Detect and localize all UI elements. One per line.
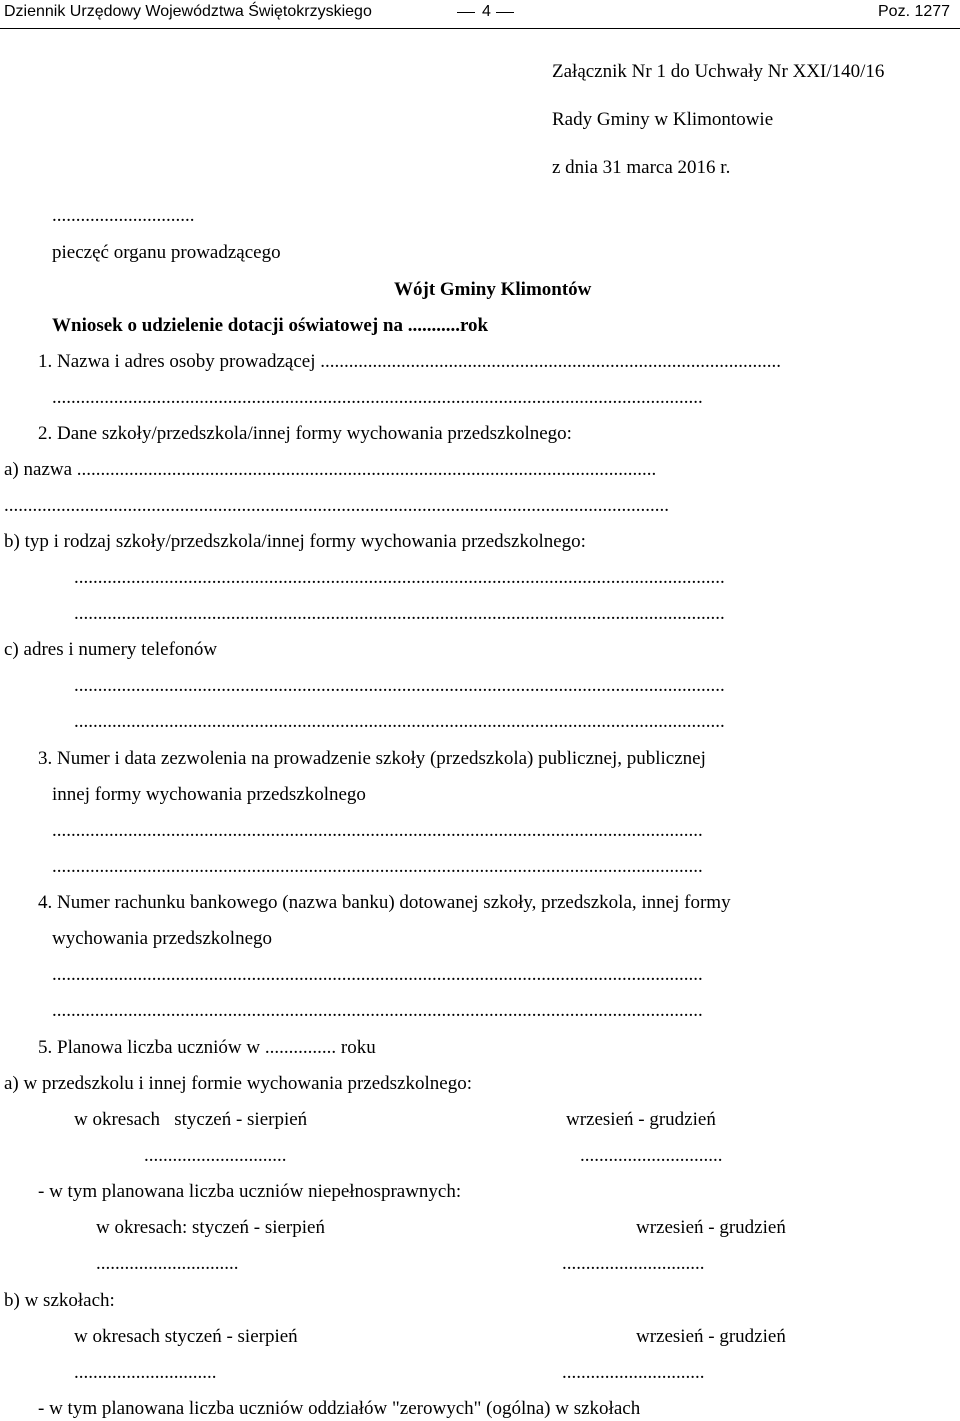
- section-4-label-line-2: wychowania przedszkolnego: [52, 928, 273, 949]
- section-4-continuation-2: .........................................................................................................................................: [52, 1000, 703, 1021]
- section-2c-continuation-2: .........................................................................................................................................: [74, 711, 725, 732]
- section-2-label: 2. Dane szkoły/przedszkola/innej formy wychowania przedszkolnego:: [38, 423, 572, 444]
- section-5a-disabled-dots-right: ..............................: [562, 1253, 705, 1274]
- annex-line-2: Rady Gminy w Klimontowie: [552, 109, 774, 130]
- section-2b-continuation-1: .........................................................................................................................................: [74, 567, 725, 588]
- section-1-label: 1. Nazwa i adres osoby prowadzącej .................................................................................................: [38, 351, 781, 372]
- section-5b-dots-left: ..............................: [74, 1362, 217, 1383]
- section-5a-disabled-periods-right: wrzesień - grudzień: [636, 1217, 786, 1238]
- stamp-dots: ..............................: [52, 205, 195, 226]
- section-5a-disabled-label: - w tym planowana liczba uczniów niepełnosprawnych:: [38, 1181, 462, 1202]
- section-1-continuation: .........................................................................................................................................: [52, 387, 703, 408]
- section-2b-continuation-2: .........................................................................................................................................: [74, 603, 725, 624]
- section-2a-label: a) nazwa ..........................................................................................................................: [4, 459, 657, 480]
- section-2c-label: c) adres i numery telefonów: [4, 639, 218, 660]
- section-5a-label: a) w przedszkolu i innej formie wychowania przedszkolnego:: [4, 1073, 472, 1094]
- section-5b-zero-classes-label: - w tym planowana liczba uczniów oddziałów "zerowych" (ogólna) w szkołach: [38, 1398, 641, 1419]
- section-4-label: 4. Numer rachunku bankowego (nazwa banku) dotowanej szkoły, przedszkola, innej formy: [38, 892, 731, 913]
- section-5a-dots-left: ..............................: [144, 1145, 287, 1166]
- form-title: Wniosek o udzielenie dotacji oświatowej na ...........rok: [52, 315, 489, 336]
- section-4-continuation-1: .........................................................................................................................................: [52, 964, 703, 985]
- section-5a-dots-right: ..............................: [580, 1145, 723, 1166]
- page-number: 4: [482, 3, 491, 20]
- section-2b-label: b) typ i rodzaj szkoły/przedszkola/innej formy wychowania przedszkolnego:: [4, 531, 586, 552]
- stamp-label: pieczęć organu prowadzącego: [52, 242, 281, 263]
- section-2c-continuation-1: .........................................................................................................................................: [74, 675, 725, 696]
- section-3-continuation-2: .........................................................................................................................................: [52, 856, 703, 877]
- section-3-label-line-2: innej formy wychowania przedszkolnego: [52, 784, 366, 805]
- annex-line-1: Załącznik Nr 1 do Uchwały Nr XXI/140/16: [552, 61, 885, 82]
- section-3-continuation-1: .........................................................................................................................................: [52, 820, 703, 841]
- section-5a-disabled-periods-left: w okresach: styczeń - sierpień: [96, 1217, 325, 1238]
- position-number: Poz. 1277: [878, 3, 951, 20]
- addressee: Wójt Gminy Klimontów: [394, 279, 592, 300]
- section-5b-dots-right: ..............................: [562, 1362, 705, 1383]
- journal-title: Dziennik Urzędowy Województwa Świętokrzyskiego: [4, 3, 372, 20]
- section-5b-periods-right: wrzesień - grudzień: [636, 1326, 786, 1347]
- annex-line-3: z dnia 31 marca 2016 r.: [552, 157, 731, 178]
- page-number-dash-left: [457, 12, 475, 13]
- page-number-dash-right: [496, 12, 514, 13]
- section-2a-continuation: ............................................................................................................................................: [4, 495, 669, 516]
- section-5a-periods-right: wrzesień - grudzień: [566, 1109, 716, 1130]
- section-5-label: 5. Planowa liczba uczniów w ............... roku: [38, 1037, 376, 1058]
- section-5a-disabled-dots-left: ..............................: [96, 1253, 239, 1274]
- header-rule: [0, 28, 960, 29]
- section-5b-label: b) w szkołach:: [4, 1290, 115, 1311]
- section-5b-periods-left: w okresach styczeń - sierpień: [74, 1326, 298, 1347]
- section-3-label: 3. Numer i data zezwolenia na prowadzenie szkoły (przedszkola) publicznej, publicznej: [38, 748, 706, 769]
- section-5a-periods-left: w okresach styczeń - sierpień: [74, 1109, 308, 1130]
